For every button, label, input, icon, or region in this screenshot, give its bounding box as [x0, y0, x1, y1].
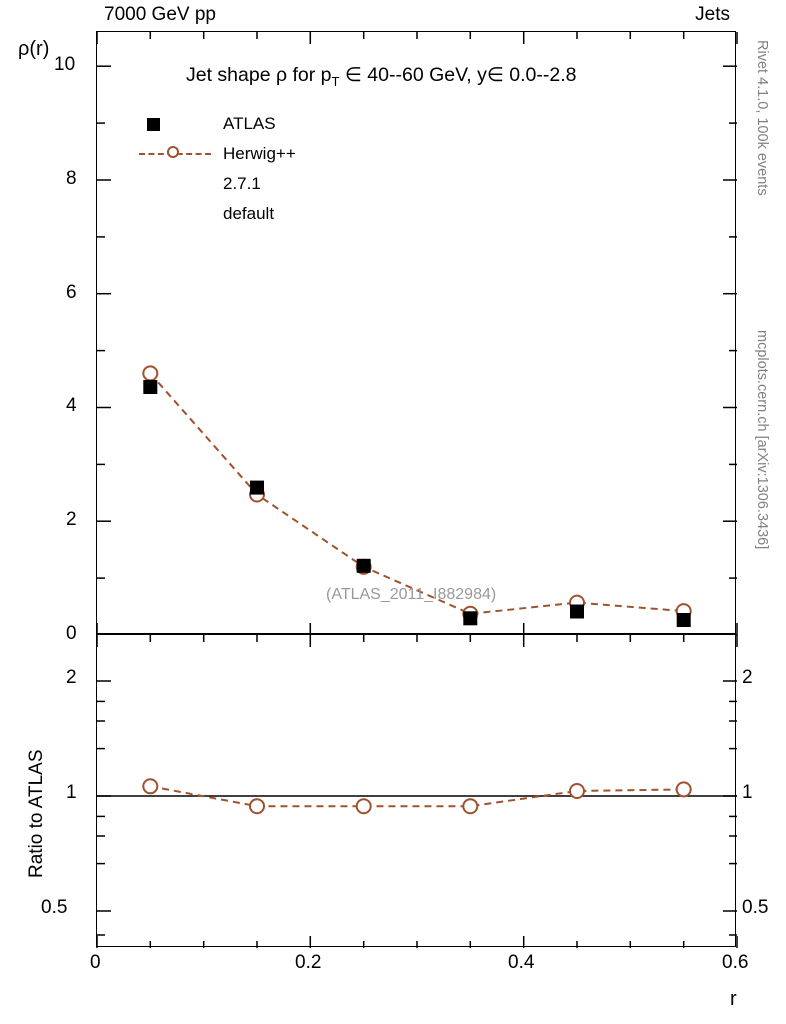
mcplots-arxiv-label: mcplots.cern.ch [arXiv:1306.3436] — [754, 330, 770, 550]
ytick-ratio-2-left: 2 — [66, 667, 77, 688]
analysis-watermark: (ATLAS_2011_I882984) — [326, 586, 497, 603]
x-axis-label: r — [730, 988, 737, 1010]
ytick-main-2: 2 — [66, 509, 77, 530]
header-left-label: 7000 GeV pp — [104, 4, 216, 25]
legend-label-data: ATLAS — [223, 114, 276, 133]
ytick-ratio-1-right: 1 — [742, 782, 753, 803]
ytick-ratio-2-right: 2 — [742, 667, 753, 688]
mc-curve — [150, 373, 683, 613]
ratio-plot-svg — [97, 635, 737, 948]
mc-markers — [143, 366, 690, 620]
plot-title: Jet shape ρ for $p_T$ ∈ 40--60 GeV, y∈ 0.0--2.8 — [186, 64, 577, 89]
main-plot-svg — [97, 32, 737, 635]
xtick-04: 0.4 — [508, 952, 535, 973]
ytick-ratio-05-right: 0.5 — [742, 897, 769, 918]
y-axis-label-main: ρ(r) — [18, 38, 50, 60]
xtick-06: 0.6 — [722, 952, 749, 973]
ytick-ratio-05-left: 0.5 — [41, 897, 68, 918]
ytick-main-10: 10 — [54, 54, 76, 75]
data-square-icon — [147, 118, 160, 131]
header-right-label: Jets — [695, 4, 730, 25]
mc-circle-icon — [167, 146, 179, 158]
ytick-main-8: 8 — [66, 168, 77, 189]
ytick-main-6: 6 — [66, 282, 77, 303]
ratio-plot-panel — [96, 634, 736, 947]
ytick-ratio-1-left: 1 — [66, 782, 77, 803]
main-plot-panel — [96, 31, 736, 634]
xtick-02: 0.2 — [295, 952, 322, 973]
ytick-main-4: 4 — [66, 395, 77, 416]
ytick-main-0: 0 — [66, 623, 77, 644]
y-axis-label-ratio: Ratio to ATLAS — [26, 749, 47, 878]
xtick-0: 0 — [90, 952, 101, 973]
rivet-version-label: Rivet 4.1.0, 100k events — [754, 40, 770, 196]
legend-label-mc: Herwig++ 2.7.1 default — [223, 144, 296, 223]
